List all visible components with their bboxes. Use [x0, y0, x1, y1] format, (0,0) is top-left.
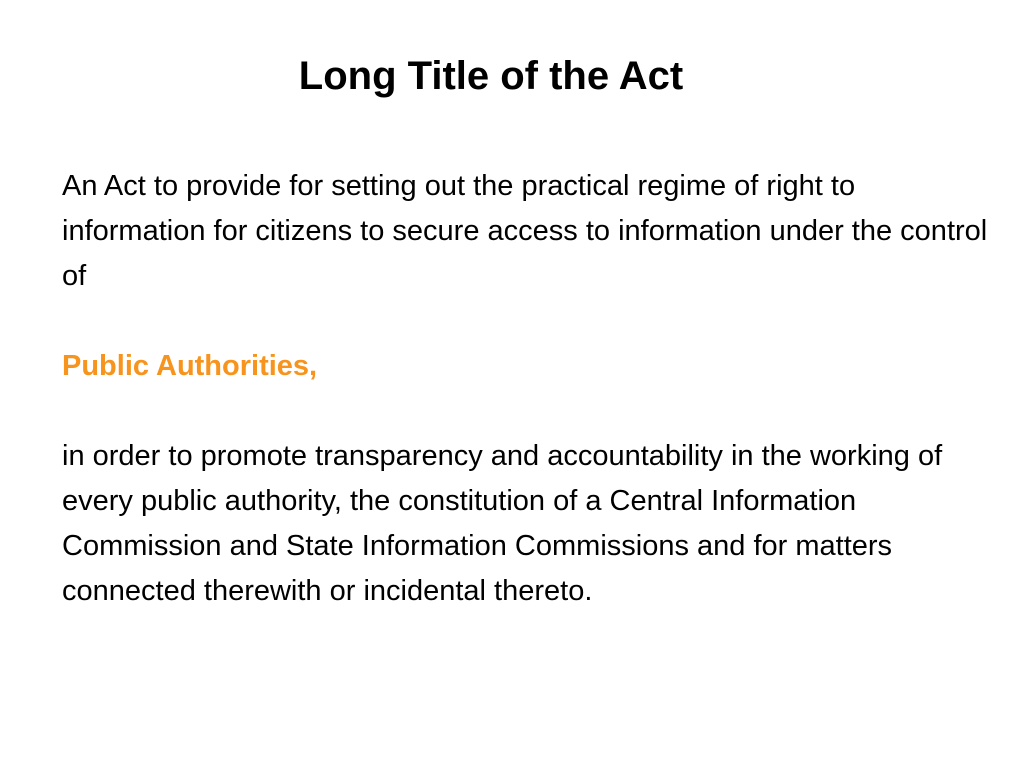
intro-paragraph: An Act to provide for setting out the practical regime of right to information for citizens to secure access to information under the control of [62, 170, 988, 292]
conclusion-paragraph: in order to promote transparency and accountability in the working of every public authority, the constitution of a Central Information Commission and State Information Commissions and for matters connected therewith or incidental thereto. [62, 440, 943, 607]
spacer [62, 389, 992, 434]
highlight-text: Public Authorities, [62, 350, 318, 382]
slide-title: Long Title of the Act [298, 54, 684, 98]
spacer [62, 299, 992, 344]
slide-body [62, 164, 992, 614]
